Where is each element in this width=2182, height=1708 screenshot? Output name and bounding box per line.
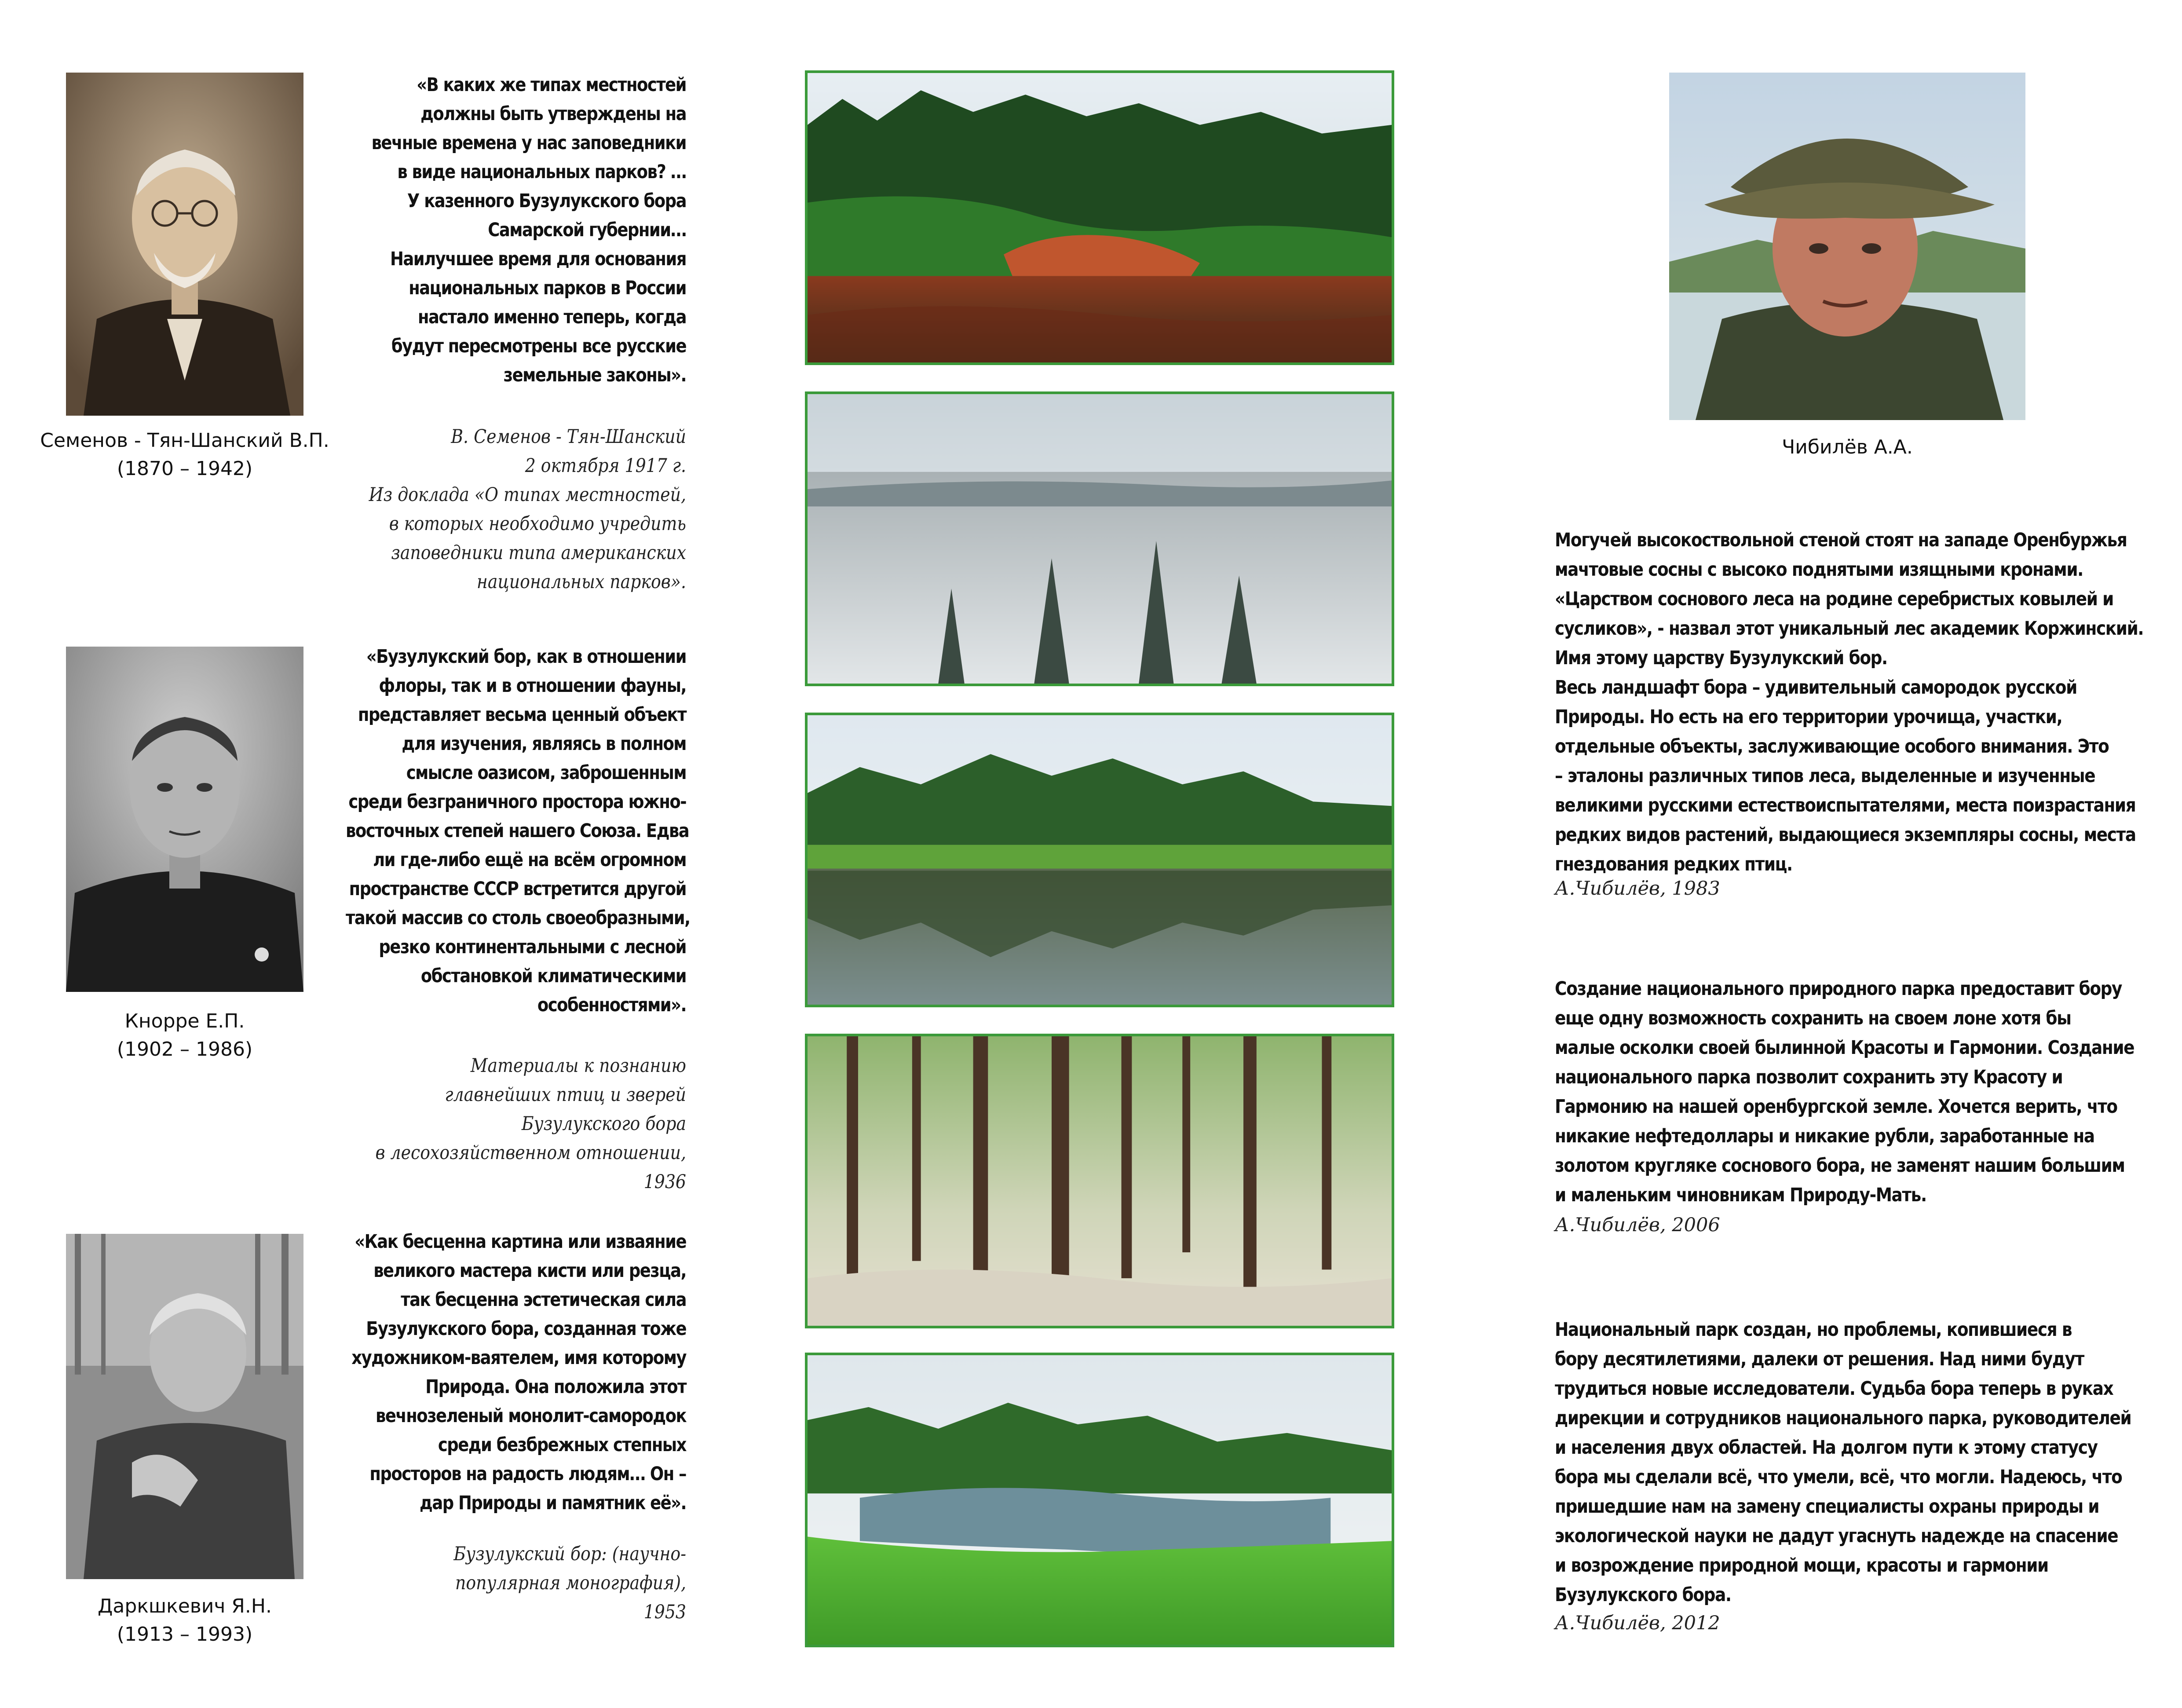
paragraph-line: и населения двух областей. На долгом пути к этому статусу: [1555, 1437, 2098, 1459]
source-line: Бузулукского бора: [521, 1113, 686, 1135]
person-years: (1902 – 1986): [117, 1038, 253, 1061]
portrait-caption-knorre: [40, 1007, 330, 1064]
person-years: (1913 – 1993): [117, 1623, 253, 1646]
paragraph-line: мачтовые сосны с высоко поднятыми изящными кронами.: [1555, 559, 2083, 581]
pine-forest-lake-photo: [805, 713, 1394, 1007]
paragraph-line: еще одну возможность сохранить на своем лоне хотя бы: [1555, 1007, 2071, 1029]
paragraph-line: пришедшие нам на замену специалисты охраны природы и: [1555, 1496, 2099, 1518]
person-name: Семенов - Тян-Шанский В.П.: [40, 429, 329, 452]
quote-line: особенностями».: [537, 994, 686, 1016]
paragraph-line: трудиться новые исследователи. Судьба бора теперь в руках: [1555, 1378, 2113, 1400]
quote-line: У казенного Бузулукского бора: [407, 190, 686, 212]
quote-line: вечные времена у нас заповедники: [371, 132, 686, 154]
frosted-forest-aerial-photo: [805, 391, 1394, 686]
pine-trunks-forest-photo: [805, 1034, 1394, 1328]
paragraph-line: «Царством соснового леса на родине серебристых ковылей и: [1555, 588, 2113, 610]
quote-line: представляет весьма ценный объект: [358, 704, 686, 726]
quote-line: восточных степей нашего Союза. Едва: [346, 820, 689, 842]
paragraph-line: – эталоны различных типов леса, выделенные и изученные: [1555, 765, 2095, 787]
quote-line: вечнозеленый монолит-самородок: [375, 1405, 686, 1427]
quote-line: Наилучшее время для основания: [390, 248, 686, 270]
paragraph-line: и возрождение природной мощи, красоты и гармонии: [1555, 1554, 2048, 1576]
portrait-photo-chibilev: [1669, 73, 2025, 420]
quote-source-semenov: [338, 422, 686, 596]
paragraph-line: великими русскими естествоиспытателями, места поизрастания: [1555, 794, 2136, 816]
quote-darkshkevich: [346, 1227, 686, 1518]
paragraph-line: и маленьким чиновникам Природу-Мать.: [1555, 1184, 1926, 1206]
paragraph-line: гнездования редких птиц.: [1555, 853, 1792, 875]
paragraph-line: Имя этому царству Бузулукский бор.: [1555, 647, 1887, 669]
paragraph-line: Могучей высокоствольной стеной стоят на западе Оренбуржья: [1555, 529, 2127, 551]
paragraph-line: сусликов», - назвал этот уникальный лес академик Коржинский.: [1555, 618, 2144, 640]
paragraph-line: Создание национального природного парка предоставит бору: [1555, 978, 2122, 1000]
paragraph-line: Природы. Но есть на его территории урочища, участки,: [1555, 706, 2062, 728]
person-name: Даркшкевич Я.Н.: [98, 1595, 272, 1617]
quote-line: художником-ваятелем, имя которому: [351, 1347, 686, 1369]
paragraph-line: Национальный парк создан, но проблемы, копившиеся в: [1555, 1319, 2072, 1341]
quote-line: будут пересмотрены все русские: [391, 335, 686, 357]
source-line: 1953: [643, 1601, 686, 1623]
paragraph-line: Бузулукского бора.: [1555, 1584, 1731, 1606]
portrait-caption-semenov: [40, 427, 330, 483]
quote-source-knorre: [338, 1051, 686, 1196]
paragraph-line: никакие нефтедоллары и никакие рубли, заработанные на: [1555, 1125, 2094, 1147]
paragraph-line: бора мы сделали всё, что умели, всё, что могли. Надеюсь, что: [1555, 1466, 2122, 1488]
source-line: 2 октября 1917 г.: [525, 455, 686, 477]
quote-line: Природа. Она положила этот: [425, 1376, 686, 1398]
paragraph-line: экологической науки не дадут угаснуть надежде на спасение: [1555, 1525, 2118, 1547]
quote-line: настало именно теперь, когда: [417, 306, 686, 328]
quote-line: национальных парков в России: [409, 277, 686, 299]
source-line: в которых необходимо учредить: [389, 513, 686, 535]
signature-2006: А.Чибилёв, 2006: [1555, 1214, 1720, 1236]
person-years: (1870 – 1942): [117, 457, 253, 480]
paragraph-line: Гармонию на нашей оренбургской земле. Хочется верить, что: [1555, 1096, 2117, 1118]
quote-line: так бесценна эстетическая сила: [401, 1289, 686, 1311]
person-name: Кнорре Е.П.: [124, 1010, 245, 1032]
quote-line: Самарской губернии…: [488, 219, 686, 241]
paragraph-line: золотом кругляке соснового бора, не заменят нашим большим: [1555, 1155, 2125, 1177]
paragraph-line: отдельные объекты, заслуживающие особого внимания. Это: [1555, 735, 2109, 757]
source-line: Бузулукский бор: (научно-: [453, 1543, 686, 1565]
quote-semenov: [346, 70, 686, 390]
quote-line: «В каких же типах местностей: [417, 74, 686, 96]
quote-line: обстановкой климатическими: [420, 965, 686, 987]
quote-line: должны быть утверждены на: [420, 103, 686, 125]
quote-line: для изучения, являясь в полном: [402, 733, 686, 755]
portrait-caption-darkshkevich: [40, 1592, 330, 1649]
source-line: Из доклада «О типах местностей,: [369, 484, 686, 506]
paragraph-line: бору десятилетиями, далеки от решения. Над ними будут: [1555, 1348, 2084, 1370]
quote-line: смысле оазисом, заброшенным: [406, 762, 686, 784]
source-line: национальных парков».: [476, 571, 686, 593]
signature-1983: А.Чибилёв, 1983: [1555, 878, 1720, 900]
source-line: В. Семенов - Тян-Шанский: [451, 426, 686, 448]
quote-line: в виде национальных парков? …: [397, 161, 686, 183]
quote-line: «Как бесценна картина или изваяние: [355, 1231, 686, 1253]
signature-2012: А.Чибилёв, 2012: [1555, 1612, 1720, 1634]
source-line: главнейших птиц и зверей: [445, 1084, 686, 1106]
paragraph-line: Весь ландшафт бора – удивительный самородок русской: [1555, 677, 2077, 699]
source-line: в лесохозяйственном отношении,: [375, 1142, 686, 1164]
paragraph-line: редких видов растений, выдающиеся экземпляры сосны, места: [1555, 824, 2136, 846]
quote-line: флоры, так и в отношении фауны,: [379, 675, 686, 697]
portrait-photo-darkshkevich: [66, 1234, 303, 1579]
quote-line: среди безбрежных степных: [438, 1434, 686, 1456]
green-meadow-lake-photo: [805, 1353, 1394, 1647]
quote-line: «Бузулукский бор, как в отношении: [366, 646, 686, 668]
portrait-photo-knorre: [66, 647, 303, 992]
quote-line: резко континентальными с лесной: [379, 936, 686, 958]
quote-knorre: [346, 642, 690, 1020]
quote-line: ли где-либо ещё на всём огромном: [373, 849, 686, 871]
source-line: заповедники типа американских: [391, 542, 686, 564]
essay-paragraph-2012: [1555, 1315, 2131, 1610]
paragraph-line: дирекции и сотрудников национального парка, руководителей: [1555, 1407, 2131, 1429]
river-cliff-forest-photo: [805, 70, 1394, 365]
quote-line: Бузулукского бора, созданная тоже: [366, 1318, 686, 1340]
essay-paragraph-2006: [1555, 974, 2134, 1210]
quote-line: пространстве СССР встретится другой: [349, 878, 686, 900]
quote-line: такой массив со столь своеобразными,: [346, 907, 690, 929]
quote-line: просторов на радость людям… Он –: [369, 1463, 686, 1485]
quote-source-darkshkevich: [338, 1540, 686, 1627]
quote-line: великого мастера кисти или резца,: [373, 1260, 686, 1282]
essay-paragraph-1983: [1555, 526, 2144, 879]
portrait-photo-semenov: [66, 73, 303, 416]
quote-line: дар Природы и памятник её».: [420, 1492, 686, 1514]
person-name: Чибилёв А.А.: [1782, 436, 1913, 458]
paragraph-line: национального парка позволит сохранить эту Красоту и: [1555, 1066, 2063, 1088]
quote-line: среди безграничного простора южно-: [348, 791, 686, 813]
source-line: популярная монография),: [455, 1572, 686, 1594]
paragraph-line: малые осколки своей былинной Красоты и Гармонии. Создание: [1555, 1037, 2134, 1059]
source-line: 1936: [643, 1171, 686, 1193]
portrait-caption-chibilev: [1671, 433, 2023, 461]
quote-line: земельные законы».: [503, 364, 686, 386]
source-line: Материалы к познанию: [470, 1055, 686, 1077]
